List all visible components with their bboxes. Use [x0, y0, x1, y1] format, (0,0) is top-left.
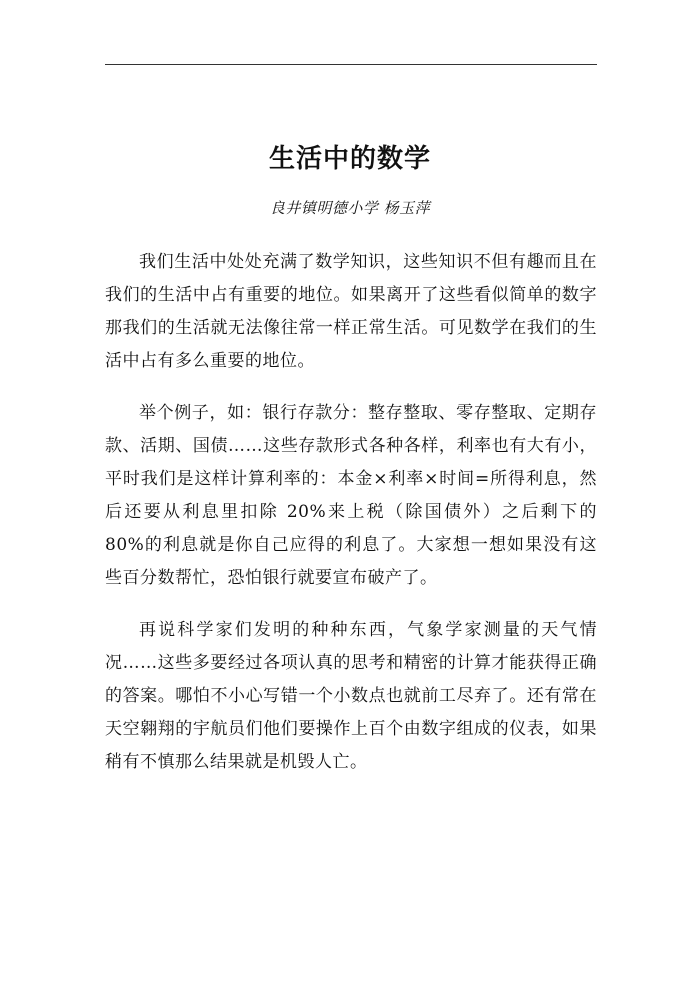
- document-body: [105, 246, 597, 798]
- paragraph-3: 再说科学家们发明的种种东西，气象学家测量的天气情况……这些多要经过各项认真的思考和精密的计算才能获得正确的答案。哪怕不小心写错一个小数点也就前工尽弃了。还有常在天空翱翔的宇航员们他们要操作上百个由数字组成的仪表，如果稍有不慎那么结果就是机毁人亡。: [105, 620, 597, 772]
- paragraph-1: 我们生活中处处充满了数学知识，这些知识不但有趣而且在我们的生活中占有重要的地位。如果离开了这些看似简单的数字那我们的生活就无法像往常一样正常生活。可见数学在我们的生活中占有多么重要的地位。: [105, 252, 597, 371]
- paragraph-2: 举个例子，如：银行存款分：整存整取、零存整取、定期存款、活期、国债……这些存款形式各种各样，利率也有大有小，平时我们是这样计算利率的：本金×利率×时间=所得利息，然后还要从利息里扣除 20%来上税（除国债外）之后剩下的 80%的利息就是你自己应得的利息了。大家想一想如果没有这些百分数帮忙，恐怕银行就要宣布破产了。: [105, 403, 597, 588]
- header-rule: [105, 64, 597, 65]
- document-title: 生活中的数学: [268, 144, 431, 174]
- author-byline: 良井镇明德小学 杨玉萍: [269, 199, 431, 217]
